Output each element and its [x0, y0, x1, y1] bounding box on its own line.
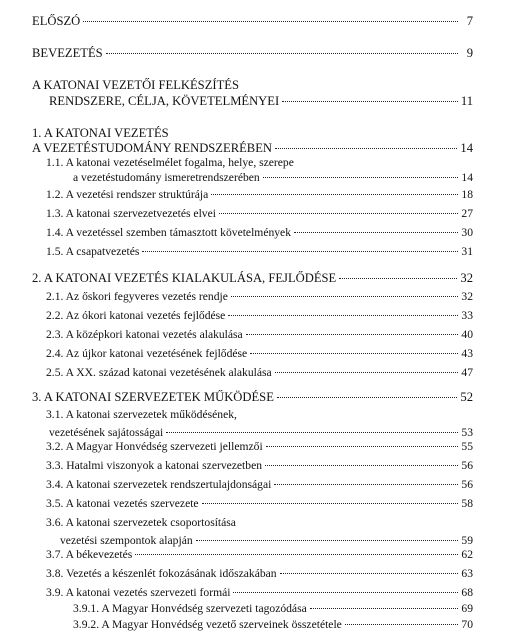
toc-row	[46, 347, 473, 361]
toc-entry-chapter-1[interactable]	[32, 126, 473, 155]
toc-entry-2-2[interactable]	[46, 309, 473, 323]
toc-entry-3-6[interactable]	[46, 516, 473, 548]
dot-leader	[275, 142, 457, 149]
toc-entry-title: 1.3. A katonai szervezetvezetés elvei	[46, 207, 216, 220]
dot-leader	[231, 290, 458, 297]
toc-entry-page: 56	[461, 459, 473, 472]
toc-entry-title: 3.7. A békevezetés	[46, 548, 133, 561]
toc-entry-page: 70	[461, 618, 473, 631]
toc-entry-page: 55	[461, 440, 473, 453]
toc-entry-page: 62	[461, 548, 473, 561]
toc-entry-1-3[interactable]	[46, 207, 473, 221]
toc-row	[46, 440, 473, 454]
toc-entry-title: 3. A KATONAI SZERVEZETEK MŰKÖDÉSE	[32, 390, 274, 404]
toc-entry-title: 2.5. A XX. század katonai vezetésének alakulása	[46, 366, 272, 379]
toc-entry-title: 3.6. A katonai szervezetek csoportosítása	[46, 516, 236, 529]
toc-entry-title-cont: RENDSZERE, CÉLJA, KÖVETELMÉNYEI	[49, 94, 280, 108]
toc-entry-3-8[interactable]	[46, 567, 473, 581]
toc-row	[46, 366, 473, 380]
dot-leader	[266, 440, 458, 447]
toc-entry-chapter-2[interactable]	[32, 271, 473, 285]
toc-row	[46, 534, 473, 548]
toc-row	[32, 14, 473, 28]
toc-row	[32, 46, 473, 60]
dot-leader	[83, 15, 458, 22]
toc-entry-1-4[interactable]	[46, 226, 473, 240]
dot-leader	[250, 347, 458, 354]
toc-entry-3-4[interactable]	[46, 478, 473, 492]
toc-entry-2-3[interactable]	[46, 328, 473, 342]
dot-leader	[275, 366, 458, 373]
toc-entry-1-1[interactable]	[46, 156, 473, 185]
toc-entry-2-4[interactable]	[46, 347, 473, 361]
toc-row	[73, 618, 473, 632]
toc-entry-title-cont: a vezetéstudomány ismeretrendszerében	[73, 171, 260, 184]
dot-leader	[233, 586, 458, 593]
toc-entry-chapter-3[interactable]	[32, 390, 473, 404]
toc-entry-title: 2.2. Az ókori katonai vezetés fejlődése	[46, 309, 226, 322]
toc-entry-title-cont: vezetésének sajátosságai	[49, 426, 164, 439]
dot-leader	[196, 534, 458, 541]
toc-row	[32, 94, 473, 108]
dot-leader	[135, 548, 458, 555]
toc-entry-3-5[interactable]	[46, 497, 473, 511]
toc-row	[46, 548, 473, 562]
toc-entry-page: 32	[461, 290, 473, 303]
toc-row	[46, 188, 473, 202]
toc-entry-page: 27	[461, 207, 473, 220]
toc-entry-page: 69	[461, 602, 473, 615]
toc-entry-eloszo[interactable]	[32, 14, 473, 28]
toc-entry-3-9-2[interactable]	[73, 618, 473, 632]
toc-entry-page: 18	[461, 188, 473, 201]
toc-row	[46, 459, 473, 473]
toc-entry-3-9[interactable]	[46, 586, 473, 600]
dot-leader	[166, 426, 458, 433]
toc-entry-1-2[interactable]	[46, 188, 473, 202]
toc-entry-3-2[interactable]	[46, 440, 473, 454]
toc-row	[46, 586, 473, 600]
toc-entry-page: 31	[461, 245, 473, 258]
toc-entry-title: 3.9.1. A Magyar Honvédség szervezeti tagozódása	[73, 602, 307, 615]
toc-entry-title: 3.5. A katonai vezetés szervezete	[46, 497, 199, 510]
toc-entry-title: 1.5. A csapatvezetés	[46, 245, 140, 258]
toc-row	[46, 497, 473, 511]
toc-entry-title: A KATONAI VEZETŐI FELKÉSZÍTÉS	[32, 78, 239, 92]
dot-leader	[106, 47, 458, 54]
toc-entry-title: 3.9.2. A Magyar Honvédség vezető szerveinek összetétele	[73, 618, 342, 631]
toc-entry-title-cont: vezetési szempontok alapján	[60, 534, 193, 547]
toc-row	[32, 390, 473, 404]
toc-entry-page: 9	[466, 46, 473, 60]
toc-entry-title: 2.4. Az újkor katonai vezetésének fejlődése	[46, 347, 248, 360]
toc-entry-title: 3.1. A katonai szervezetek működésének,	[46, 408, 237, 421]
dot-leader	[294, 226, 458, 233]
toc-row	[32, 271, 473, 285]
toc-entry-felkeszites[interactable]	[32, 78, 473, 108]
toc-entry-3-7[interactable]	[46, 548, 473, 562]
toc-entry-title: 1.1. A katonai vezetéselmélet fogalma, helye, szerepe	[46, 156, 294, 169]
dot-leader	[277, 391, 458, 398]
dot-leader	[265, 459, 458, 466]
toc-entry-page: 56	[461, 478, 473, 491]
toc-entry-3-9-1[interactable]	[73, 602, 473, 616]
toc-entry-page: 53	[461, 426, 473, 439]
toc-entry-2-5[interactable]	[46, 366, 473, 380]
toc-entry-page: 7	[466, 14, 473, 28]
dot-leader	[219, 207, 458, 214]
dot-leader	[339, 272, 457, 279]
toc-entry-1-5[interactable]	[46, 245, 473, 259]
toc-entry-title: 3.8. Vezetés a készenlét fokozásának időszakában	[46, 567, 277, 580]
toc-row	[46, 171, 473, 185]
toc-row	[46, 309, 473, 323]
toc-entry-3-3[interactable]	[46, 459, 473, 473]
toc-entry-title: BEVEZETÉS	[32, 46, 103, 60]
toc-entry-title: 2. A KATONAI VEZETÉS KIALAKULÁSA, FEJLŐDÉSE	[32, 271, 337, 285]
toc-entry-title: 2.1. Az őskori fegyveres vezetés rendje	[46, 290, 228, 303]
toc-entry-page: 30	[461, 226, 473, 239]
toc-entry-page: 63	[461, 567, 473, 580]
dot-leader	[246, 328, 458, 335]
toc-row	[46, 426, 473, 440]
toc-entry-page: 33	[461, 309, 473, 322]
toc-entry-title: ELŐSZÓ	[32, 14, 81, 28]
toc-entry-title: 3.9. A katonai vezetés szervezeti formái	[46, 586, 231, 599]
toc-entry-page: 52	[460, 390, 473, 404]
toc-entry-title: 3.4. A katonai szervezetek rendszertulajdonságai	[46, 478, 272, 491]
toc-row	[46, 226, 473, 240]
toc-entry-title: 1. A KATONAI VEZETÉS	[32, 126, 169, 140]
toc-entry-title: 3.3. Hatalmi viszonyok a katonai szervezetben	[46, 459, 263, 472]
toc-entry-page: 40	[461, 328, 473, 341]
toc-entry-page: 58	[461, 497, 473, 510]
toc-row	[46, 567, 473, 581]
toc-entry-page: 14	[460, 141, 473, 155]
toc-entry-page: 11	[460, 94, 473, 108]
toc-entry-2-1[interactable]	[46, 290, 473, 304]
toc-row	[46, 245, 473, 259]
dot-leader	[211, 188, 458, 195]
toc-entry-page: 32	[460, 271, 473, 285]
dot-leader	[263, 171, 458, 178]
toc-entry-page: 59	[461, 534, 473, 547]
toc-entry-title: 3.2. A Magyar Honvédség szervezeti jellemzői	[46, 440, 263, 453]
toc-entry-bevezetes[interactable]	[32, 46, 473, 60]
dot-leader	[228, 309, 458, 316]
toc-entry-page: 14	[461, 171, 473, 184]
toc-row	[46, 478, 473, 492]
toc-entry-page: 68	[461, 586, 473, 599]
dot-leader	[274, 478, 458, 485]
toc-entry-3-1[interactable]	[46, 408, 473, 440]
toc-row	[46, 328, 473, 342]
dot-leader	[282, 95, 458, 102]
toc-entry-title-cont: A VEZETÉSTUDOMÁNY RENDSZERÉBEN	[32, 141, 272, 155]
toc-entry-page: 47	[461, 366, 473, 379]
dot-leader	[280, 567, 458, 574]
toc-row	[46, 207, 473, 221]
toc-row	[32, 141, 473, 155]
toc-row	[73, 602, 473, 616]
toc-entry-title: 2.3. A középkori katonai vezetés alakulása	[46, 328, 243, 341]
dot-leader	[202, 497, 458, 504]
toc-entry-title: 1.2. A vezetési rendszer struktúrája	[46, 188, 209, 201]
dot-leader	[142, 245, 458, 252]
toc-entry-page: 43	[461, 347, 473, 360]
toc-row	[46, 290, 473, 304]
dot-leader	[310, 602, 458, 609]
toc-entry-title: 1.4. A vezetéssel szemben támasztott követelmények	[46, 226, 292, 239]
